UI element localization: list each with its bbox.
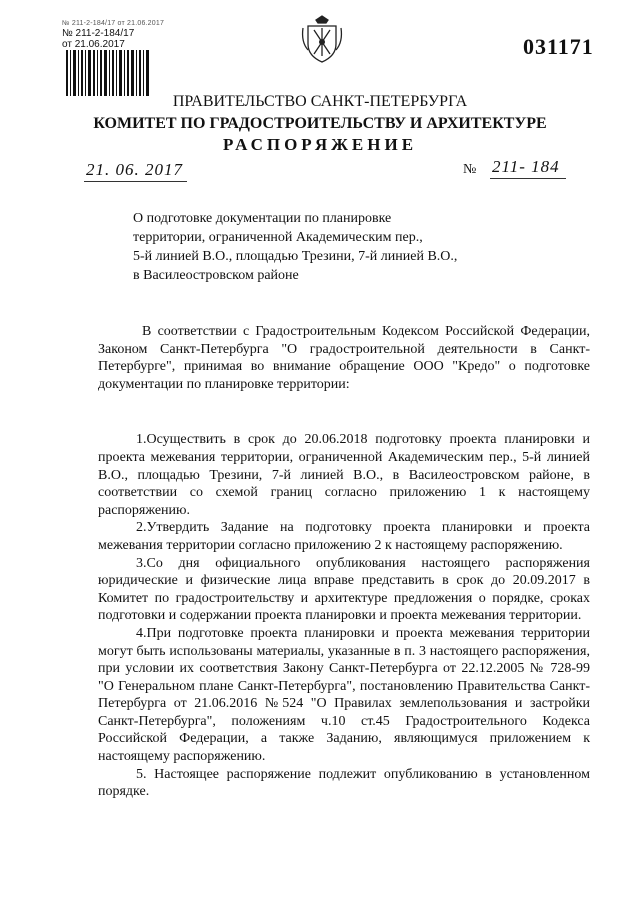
order-item-5: 5. Настоящее распоряжение подлежит опубликованию в установленном порядке. bbox=[98, 766, 590, 800]
coat-of-arms-icon bbox=[300, 14, 344, 64]
committee-title: КОМИТЕТ ПО ГРАДОСТРОИТЕЛЬСТВУ И АРХИТЕКТУРЕ bbox=[93, 115, 547, 132]
government-title: ПРАВИТЕЛЬСТВО САНКТ-ПЕТЕРБУРГА bbox=[172, 93, 468, 110]
order-item-1: 1.Осуществить в срок до 20.06.2018 подготовку проекта планировки и проекта межевания территории, ограниченной Академическим пер., 5-й линией В.О., площадью Трезини, 7-й линией В.О., в Василеостровском районе, в соответствии со схемой границ согласно приложению 1 к настоящему распоряжению. bbox=[98, 432, 590, 518]
order-number: 211- 184 bbox=[490, 157, 566, 179]
subject-line: в Василеостровском районе bbox=[133, 268, 299, 283]
subject-line: О подготовке документации по планировке bbox=[133, 211, 392, 226]
preamble-paragraph: В соответствии с Градостроительным Кодексом Российской Федерации, Законом Санкт-Петербурга "О градостроительной деятельности в Санкт-Петербурге", принимая во внимание обращение ООО "Кредо" о подготовке документации по планировке территории: bbox=[98, 324, 590, 392]
registration-top-line: № 211-2-184/17 от 21.06.2017 bbox=[62, 20, 165, 27]
document-type: РАСПОРЯЖЕНИЕ bbox=[222, 135, 418, 154]
registration-stamp bbox=[62, 20, 165, 50]
number-sign: № bbox=[463, 162, 477, 177]
registration-date: от 21.06.2017 bbox=[62, 39, 125, 50]
order-date: 21. 06. 2017 bbox=[84, 160, 187, 182]
order-item-3: 3.Со дня официального опубликования настоящего распоряжения юридические и физические лица вправе представить в срок до 20.09.2017 в Комитет по градостроительству и архитектуре предложения о порядке, сроках подготовки и содержании проекта планировки и проекта межевания территории. bbox=[98, 555, 590, 624]
subject-line: 5-й линией В.О., площадью Трезини, 7-й линией В.О., bbox=[133, 249, 458, 264]
registration-number: № 211-2-184/17 bbox=[62, 28, 135, 39]
document-serial-number: 031171 bbox=[523, 34, 594, 59]
barcode bbox=[66, 50, 150, 96]
subject-line: территории, ограниченной Академическим пер., bbox=[133, 230, 423, 245]
order-item-2: 2.Утвердить Задание на подготовку проекта планировки и проекта межевания территории согласно приложению 2 к настоящему распоряжению. bbox=[98, 520, 590, 553]
order-item-4: 4.При подготовке проекта планировки и проекта межевания территории могут быть использованы материалы, указанные в п. 3 настоящего распоряжения, при условии их соответствия Закону Санкт-Петербурга от 22.12.2005 № 728-99 "О Генеральном плане Санкт-Петербурга", постановлению Правительства Санкт-Петербурга от 21.06.2016 №524 "О Правилах землепользования и застройки Санкт-Петербурга", положениям ч.10 ст.45 Градостроительного Кодекса Российской Федерации, а также Заданию, являющимуся приложением к настоящему распоряжению. bbox=[98, 625, 590, 765]
order-body bbox=[98, 323, 590, 801]
order-subject bbox=[133, 209, 457, 285]
